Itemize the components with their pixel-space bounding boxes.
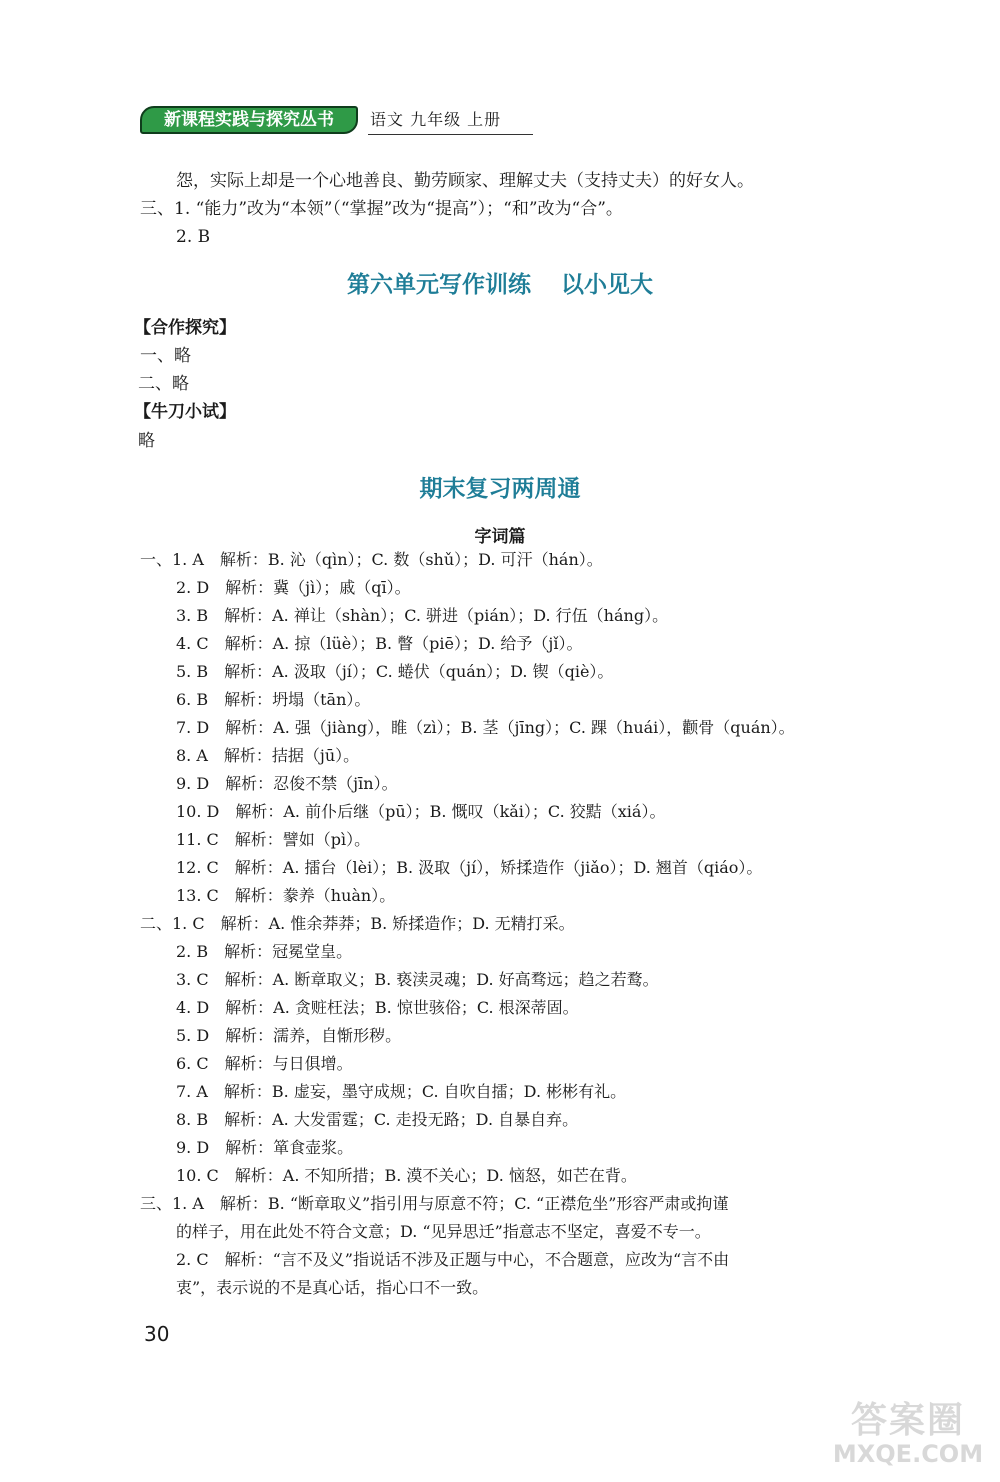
answer-line: 9. D 解析：箪食壶浆。 [176,1138,354,1157]
answer-line: 3. B 解析：A. 禅让（shàn）；C. 骈进（pián）；D. 行伍（háng）。 [176,606,669,625]
answer-line: 6. C 解析：与日俱增。 [176,1054,353,1073]
review-title: 期末复习两周通 [419,476,581,502]
answer-line: 11. C 解析：譬如（pì）。 [176,830,371,849]
answer-line: 13. C 解析：豢养（huàn）。 [176,886,396,905]
answer-line: 三、1. A 解析：B. “断章取义”指引用与原意不符；C. “正襟危坐”形容严肃或拘谨 [140,1194,729,1213]
answer-line: 5. D 解析：濡养，自惭形秽。 [176,1026,402,1045]
answer-line: 4. C 解析：A. 掠（lüè）；B. 瞥（piē）；D. 给予（jǐ）。 [176,634,583,653]
answer-line: 12. C 解析：A. 擂台（lèi）；B. 汲取（jí），矫揉造作（jiǎo）；D. 翘首（qiáo）。 [176,858,763,877]
watermark-url: MXQE.COM [832,1440,984,1468]
answer-line: 3. C 解析：A. 断章取义；B. 亵渎灵魂；D. 好高骛远；趋之若鹜。 [176,970,659,989]
answer-line: 9. D 解析：忍俊不禁（jīn）。 [176,774,398,793]
intro-line-1: 怨，实际上却是一个心地善良、勤劳顾家、理解丈夫（支持丈夫）的好女人。 [176,171,754,191]
answer-line: 7. A 解析：B. 虚妄，墨守成规；C. 自吹自擂；D. 彬彬有礼。 [176,1082,627,1101]
unit6-item-3: 略 [138,431,155,451]
answer-line: 8. B 解析：A. 大发雷霆；C. 走投无路；D. 自暴自弃。 [176,1110,579,1129]
watermark-title: 答案圈 [850,1400,965,1441]
unit6-title [0,266,1000,299]
header-underline [368,134,533,135]
unit6-title-main: 第六单元写作训练 [347,272,531,298]
answer-line: 2. B 解析：冠冕堂皇。 [176,942,353,961]
intro-line-3: 2. B [176,227,211,247]
answer-line: 2. D 解析：冀（jì）；戚（qī）。 [176,578,411,597]
answer-line: 4. D 解析：A. 贪赃枉法；B. 惊世骇俗；C. 根深蒂固。 [176,998,579,1017]
answer-line: 5. B 解析：A. 汲取（jí）；C. 蜷伏（quán）；D. 锲（qiè）。 [176,662,614,681]
answer-line: 一、1. A 解析：B. 沁（qìn）；C. 数（shǔ）；D. 可汗（hán）。 [140,550,603,569]
answer-line: 6. B 解析：坍塌（tān）。 [176,690,371,709]
section-trial: 【牛刀小试】 [134,402,236,422]
answer-line: 衷”，表示说的不是真心话，指心口不一致。 [176,1278,489,1297]
unit6-item-2: 二、略 [138,374,189,394]
watermark-logo [828,1392,988,1470]
page-number: 30 [144,1322,170,1346]
unit6-item-1: 一、略 [140,346,191,366]
answer-line: 8. A 解析：拮据（jū）。 [176,746,360,765]
answer-line: 7. D 解析：A. 强（jiàng），睢（zì）；B. 茎（jīng）；C. 踝（huái），颧骨（quán）。 [176,718,795,737]
unit6-title-sub: 以小见大 [561,272,653,298]
review-subtitle: 字词篇 [474,527,526,547]
answer-line: 的样子，用在此处不符合文意；D. “见异思迁”指意志不坚定，喜爱不专一。 [176,1222,711,1241]
answer-line: 10. C 解析：A. 不知所措；B. 漠不关心；D. 恼怒，如芒在背。 [176,1166,637,1185]
intro-line-2: 三、1. “能力”改为“本领”（“掌握”改为“提高”）；“和”改为“合”。 [140,199,623,219]
answer-line: 2. C 解析：“言不及义”指说话不涉及正题与中心，不合题意，应改为“言不由 [176,1250,730,1269]
answer-line: 二、1. C 解析：A. 惟余莽莽；B. 矫揉造作；D. 无精打采。 [140,914,575,933]
answer-line: 10. D 解析：A. 前仆后继（pū）；B. 慨叹（kǎi）；C. 狡黠（xiá）。 [176,802,666,821]
subject-label: 语文 九年级 上册 [370,110,502,129]
series-badge: 新课程实践与探究丛书 [140,106,358,134]
section-cooperative-explore: 【合作探究】 [134,318,236,338]
